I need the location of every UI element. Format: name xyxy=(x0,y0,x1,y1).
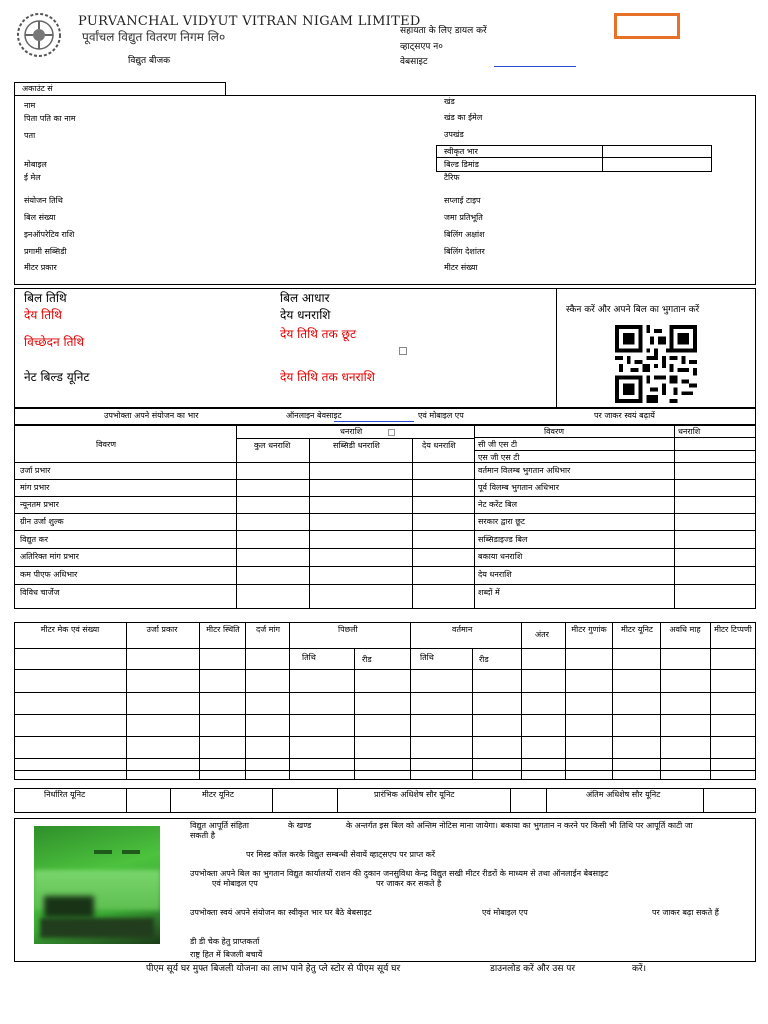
r-row-previous-lps: पूर्व विलम्ब भुगतान अधिभार xyxy=(478,483,560,492)
meter-h-make: मीटर मेक एवं संख्या xyxy=(40,625,100,634)
r-row-in-words: शब्दों में xyxy=(478,588,500,597)
right-amount-header: धनराशि xyxy=(678,427,701,436)
r-row-payable: देय धनराशि xyxy=(478,570,512,579)
assessed-units-label: निर्धारित यूनिट xyxy=(44,790,86,799)
label-subdivision: उपखंड xyxy=(444,130,464,139)
notice-clause-label: के खण्ड xyxy=(288,821,312,830)
load-line-part1: उपभोक्ता अपने संयोजन का भार xyxy=(104,411,199,420)
label-inoperative: इनऑपरेटिव राशि xyxy=(24,230,75,239)
label-connection-date: संयोजन तिथि xyxy=(24,196,63,205)
bill-basis-label: बिल आधार xyxy=(280,291,330,305)
amount-by-due-label: देय तिथि तक धनराशि xyxy=(280,370,375,384)
label-meter-no: मीटर संख्या xyxy=(444,263,478,272)
rebate-label: देय तिथि तक छूट xyxy=(280,327,357,341)
charge-row-low-pf: कम पीएफ अधिभार xyxy=(20,570,78,579)
website-link[interactable] xyxy=(494,66,576,67)
meter-prev-date: तिथि xyxy=(302,653,316,662)
notice-save-power: राष्ट्र हित में बिजली बचायें xyxy=(190,950,263,959)
due-date-label: देय तिथि xyxy=(24,308,62,322)
charge-row-energy: उर्जा प्रभार xyxy=(20,466,51,475)
doc-title: विद्युत बीजक xyxy=(128,56,171,66)
charges-payable-header: देय धनराशि xyxy=(422,441,456,450)
charge-row-demand: मांग प्रभार xyxy=(20,483,50,492)
charges-amount-header: धनराशि xyxy=(340,427,363,436)
amount-due-label: देय धनराशि xyxy=(280,308,331,322)
account-details-box xyxy=(14,95,756,285)
charge-row-misc: विविध चार्जेज xyxy=(20,588,60,597)
meter-h-status: मीटर स्थिति xyxy=(206,625,240,634)
charges-total-header: कुल धनराशि xyxy=(254,441,291,450)
company-name-en: PURVANCHAL VIDYUT VITRAN NIGAM LIMITED xyxy=(78,14,421,29)
meter-h-previous: पिछली xyxy=(338,625,358,634)
label-address: पता xyxy=(24,131,36,140)
footer-download-text: डाउनलोड करें और उस पर xyxy=(490,964,576,974)
load-line-part4: पर जाकर स्वयं बढ़ायें xyxy=(594,411,655,420)
small-checkbox-icon xyxy=(388,429,395,436)
meter-curr-read: रीड xyxy=(479,655,489,664)
notice-mobile-app: एवं मोबाइल एप xyxy=(212,879,258,888)
checkbox-icon xyxy=(399,347,407,355)
company-name-hi: पूर्वांचल विद्युत वितरण निगम लि० xyxy=(82,30,226,44)
accent-box xyxy=(614,13,680,39)
load-line-part2: ऑनलाइन बेवसाइट xyxy=(286,411,342,420)
charge-row-excess-demand: अतिरिक्त मांग प्रभार xyxy=(20,552,79,561)
notice-load-website: उपभोक्ता स्वयं अपने संयोजन का स्वीकृत भार घर बैठे बेबसाइट xyxy=(190,908,372,917)
r-row-sgst: एस जी एस टी xyxy=(478,453,520,462)
notice-load-increase: पर जाकर बढ़ा सकते हैं xyxy=(652,908,719,917)
label-security: जमा प्रतिभूति xyxy=(444,213,483,222)
meter-prev-read: रीड xyxy=(362,655,372,664)
label-name: नाम xyxy=(24,101,36,110)
load-website-link[interactable] xyxy=(334,421,414,422)
r-row-net-current: नेट करेंट बिल xyxy=(478,500,518,509)
label-subsidy: प्रगामी सब्सिडी xyxy=(24,247,67,256)
r-row-subsidized: सब्सिडाइज्ड बिल xyxy=(478,535,528,544)
meter-h-units: मीटर यूनिट xyxy=(621,625,653,634)
meter-units-label: मीटर यूनिट xyxy=(202,790,234,799)
charges-outer-box xyxy=(14,425,756,609)
r-row-cgst: सी जी एस टी xyxy=(478,440,518,449)
notice-load-app: एवं मोबाइल एप xyxy=(482,908,528,917)
notice-missed-call: पर मिस्ड कॉल करके विद्युत सम्बन्धी सेवायें व्हाट्सएप पर प्राप्त करें xyxy=(246,850,436,859)
label-bill-no: बिल संख्या xyxy=(24,213,56,222)
initial-solar-label: प्रारंभिक अधिशेष सौर यूनिट xyxy=(374,790,455,799)
scan-pay-label: स्कैन करें और अपने बिल का भुगतान करें xyxy=(566,305,700,315)
notice-code-label: विद्युत आपूर्ति संहिता xyxy=(190,821,249,830)
company-logo xyxy=(16,12,62,58)
net-billed-units-label: नेट बिल्ड यूनिट xyxy=(24,370,90,384)
meter-h-remark: मीटर टिप्पणी xyxy=(714,625,752,634)
help-dial-label: सहायता के लिए डायल करें xyxy=(400,26,487,36)
account-no-label: अकाउंट सं xyxy=(22,84,53,93)
bill-date-label: बिल तिथि xyxy=(24,291,67,305)
footer-pm-surya-text: पीएम सूर्य घर मुफ्त बिजली योजना का लाभ पाने हेतु प्ले स्टोर से पीएम सूर्य घर xyxy=(146,964,401,974)
label-meter-type: मीटर प्रकार xyxy=(24,263,57,272)
label-mobile: मोबाइल xyxy=(24,160,47,169)
website-label: वेबसाइट xyxy=(400,57,428,67)
notice-final-text-2: सकती है xyxy=(190,831,215,840)
charge-row-minimum: न्यूनतम प्रभार xyxy=(20,500,59,509)
meter-h-current: वर्तमान xyxy=(452,625,473,634)
footer-end-text: करें। xyxy=(632,964,647,974)
meter-h-recorded-demand: दर्ज मांग xyxy=(255,625,281,634)
label-tariff: टैरिफ xyxy=(444,173,460,182)
r-row-govt-rebate: सरकार द्वारा छूट xyxy=(478,517,525,526)
meter-h-multiplier: मीटर गुणांक xyxy=(571,625,607,634)
meter-h-period: अवधि माह xyxy=(669,625,701,634)
label-longitude: बिलिंग देशांतर xyxy=(444,247,485,256)
charges-desc-header: विवरण xyxy=(96,440,117,449)
r-row-arrears: बकाया धनराशि xyxy=(478,552,523,561)
r-row-current-lps: वर्तमान विलम्ब भुगतान अधिभार xyxy=(478,466,571,475)
notice-payment-modes: उपभोक्ता अपने बिल का भुगतान विद्युत कार्यालयों राशन की दुकान जनसुविधा केन्द्र विद्युत सखी मीटर रीडरों के माध्यम से तथा ऑनलाईन बेबसाइट xyxy=(190,869,609,878)
label-latitude: बिलिंग अक्षांश xyxy=(444,230,485,239)
label-father: पिता पति का नाम xyxy=(24,114,76,123)
label-email: ई मेल xyxy=(24,173,41,182)
notice-can-pay: पर जाकर कर सकते है xyxy=(376,879,442,888)
label-division: खंड xyxy=(444,97,455,106)
load-line-part3: एवं मोबाइल एप xyxy=(418,411,464,420)
label-sanction-load: स्वीकृत भार xyxy=(444,147,478,156)
meter-h-energy-type: उर्जा प्रकार xyxy=(146,625,178,634)
charge-row-duty: विद्युत कर xyxy=(20,535,49,544)
meter-photo xyxy=(34,826,160,944)
label-supply-type: सप्लाई टाइप xyxy=(444,196,481,205)
meter-curr-date: तिथि xyxy=(420,653,434,662)
payment-qr-code[interactable] xyxy=(615,325,697,403)
right-desc-header: विवरण xyxy=(544,427,565,436)
label-division-email: खंड का ईमेल xyxy=(444,113,483,122)
disconnection-date-label: विच्छेदन तिथि xyxy=(24,335,85,349)
final-solar-label: अंतिम अधिशेष सौर यूनिट xyxy=(586,790,661,799)
charges-subsidy-header: सब्सिडी धनराशि xyxy=(333,441,380,450)
notice-dd-payee: डी डी चेक हेतु प्राप्तकर्ता xyxy=(190,937,260,946)
meter-h-difference: अंतर xyxy=(535,630,549,639)
whatsapp-label: व्हाट्सएप न० xyxy=(400,42,443,52)
label-billed-demand: बिल्ड डिमांड xyxy=(444,160,479,169)
charge-row-green: ग्रीन उर्जा शुल्क xyxy=(20,517,64,526)
notice-final-text: के अन्तर्गत इस बिल को अन्तिम नोटिस माना जायेगा। बकाया का भुगतान न करने पर किसी भी तिथि पर आपूर्ति काटी जा xyxy=(346,821,693,830)
